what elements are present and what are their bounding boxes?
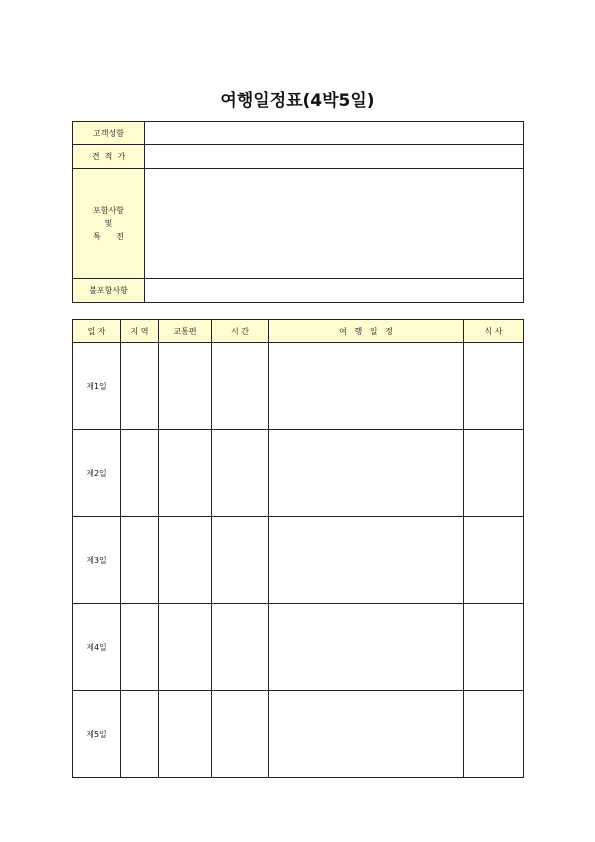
header-time: 시 간	[212, 320, 269, 343]
table-row	[73, 343, 524, 430]
time-cell[interactable]	[212, 691, 269, 778]
customer-info-table	[72, 121, 524, 303]
header-region: 지 역	[121, 320, 159, 343]
header-transport: 교통편	[159, 320, 212, 343]
included-label-line-3: 특 전	[93, 232, 124, 241]
day-label: 제3일	[73, 517, 121, 604]
day-label: 제5일	[73, 691, 121, 778]
header-date: 일 자	[73, 320, 121, 343]
table-row	[73, 691, 524, 778]
time-cell[interactable]	[212, 517, 269, 604]
table-row	[73, 430, 524, 517]
time-cell[interactable]	[212, 343, 269, 430]
table-row	[73, 604, 524, 691]
page-title: 여행일정표(4박5일)	[220, 91, 375, 111]
itinerary-cell[interactable]	[269, 691, 464, 778]
header-itinerary: 여 행 일 정	[269, 320, 464, 343]
customer-name-field[interactable]	[145, 122, 524, 145]
meal-cell[interactable]	[464, 604, 524, 691]
header-meal: 식 사	[464, 320, 524, 343]
quote-field[interactable]	[145, 145, 524, 169]
transport-cell[interactable]	[159, 691, 212, 778]
itinerary-cell[interactable]	[269, 604, 464, 691]
transport-cell[interactable]	[159, 517, 212, 604]
region-cell[interactable]	[121, 691, 159, 778]
transport-cell[interactable]	[159, 343, 212, 430]
time-cell[interactable]	[212, 604, 269, 691]
meal-cell[interactable]	[464, 430, 524, 517]
meal-cell[interactable]	[464, 517, 524, 604]
itinerary-cell[interactable]	[269, 517, 464, 604]
itinerary-cell[interactable]	[269, 430, 464, 517]
meal-cell[interactable]	[464, 343, 524, 430]
region-cell[interactable]	[121, 430, 159, 517]
itinerary-table	[72, 319, 524, 778]
transport-cell[interactable]	[159, 604, 212, 691]
region-cell[interactable]	[121, 343, 159, 430]
region-cell[interactable]	[121, 604, 159, 691]
excluded-items-label: 불포함사항	[73, 279, 145, 303]
day-label: 제1일	[73, 343, 121, 430]
quote-label: 견 적 가	[73, 145, 145, 169]
time-cell[interactable]	[212, 430, 269, 517]
day-label: 제4일	[73, 604, 121, 691]
customer-name-label: 고객성함	[73, 122, 145, 145]
table-row	[73, 517, 524, 604]
itinerary-cell[interactable]	[269, 343, 464, 430]
included-items-field[interactable]	[145, 169, 524, 279]
transport-cell[interactable]	[159, 430, 212, 517]
included-label-line-1: 포함사항	[93, 206, 124, 215]
day-label: 제2일	[73, 430, 121, 517]
meal-cell[interactable]	[464, 691, 524, 778]
included-items-label	[73, 169, 145, 279]
region-cell[interactable]	[121, 517, 159, 604]
excluded-items-field[interactable]	[145, 279, 524, 303]
included-label-line-2: 및	[104, 219, 113, 228]
